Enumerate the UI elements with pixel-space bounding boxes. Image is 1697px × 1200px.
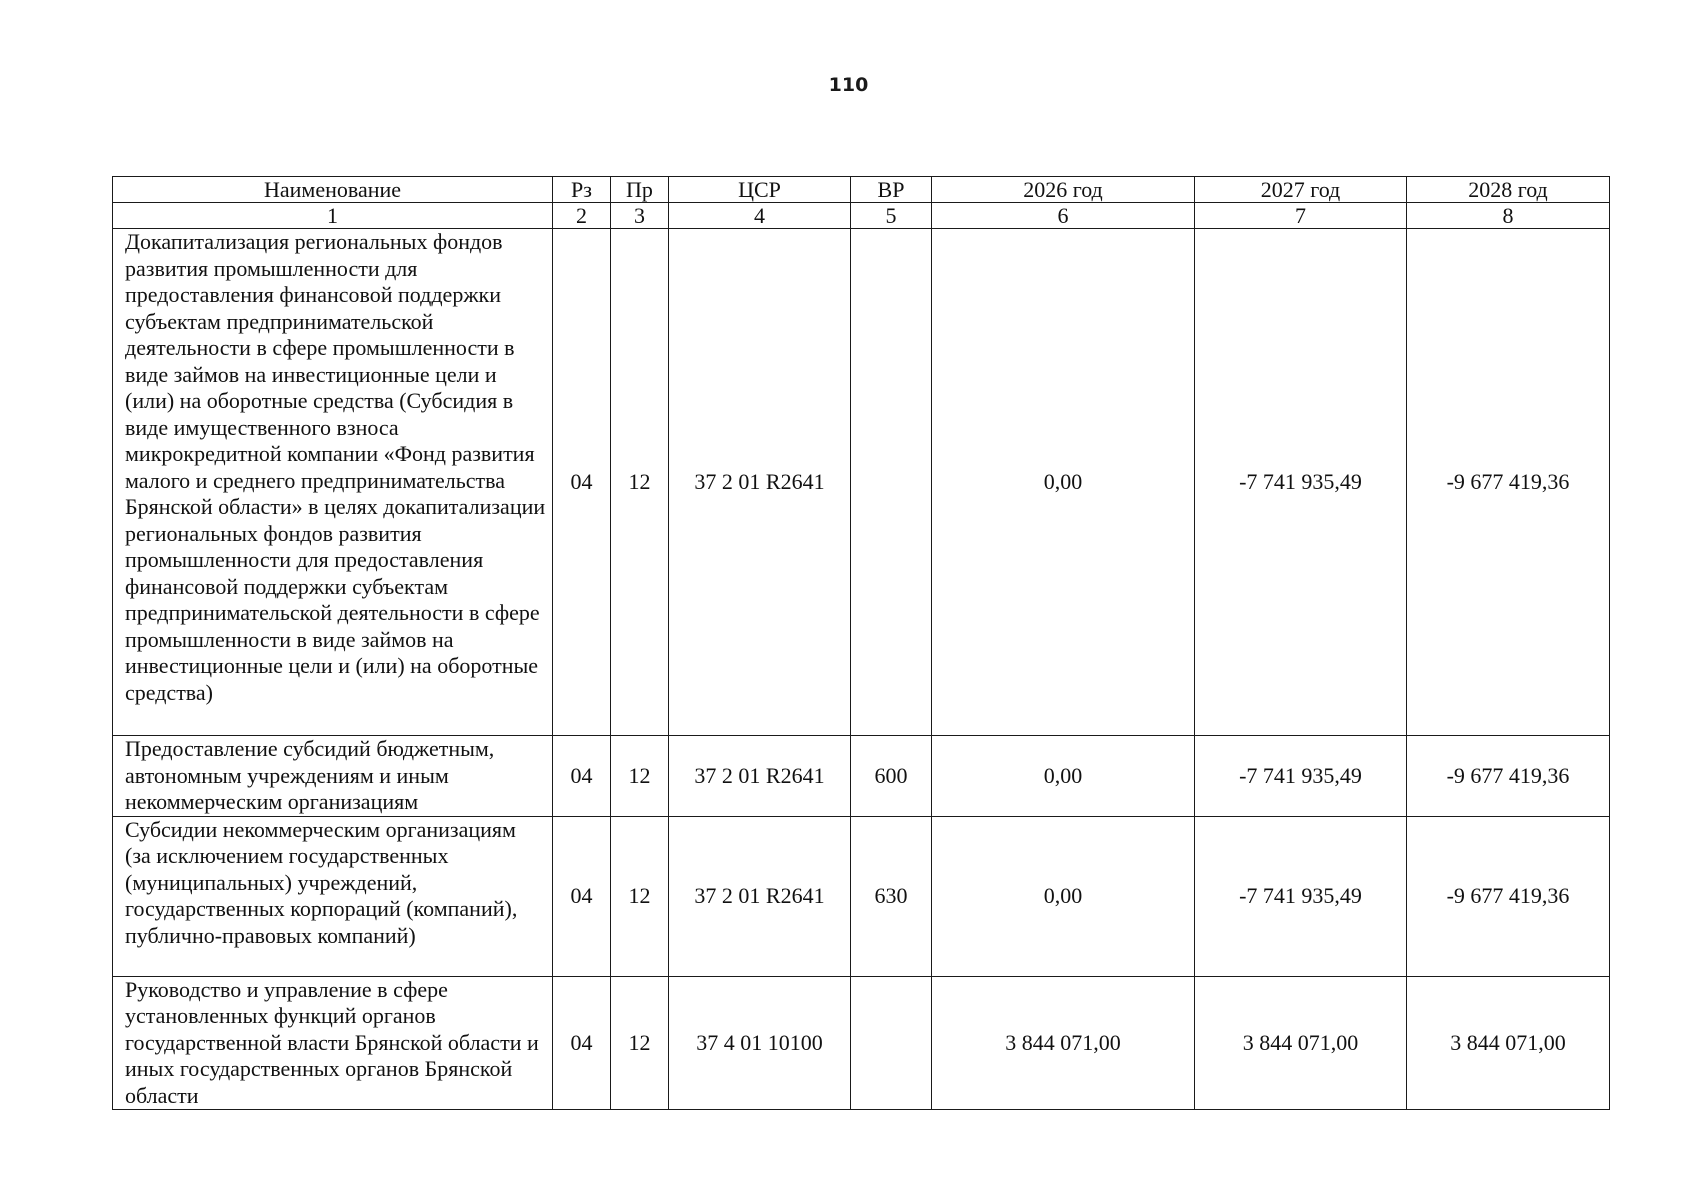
header-name: Наименование bbox=[113, 177, 553, 203]
row-2028: -9 677 419,36 bbox=[1407, 736, 1610, 817]
row-2027: -7 741 935,49 bbox=[1195, 816, 1407, 976]
column-number: 7 bbox=[1195, 203, 1407, 229]
row-name: Докапитализация региональных фондов развития промышленности для предоставления финансовой поддержки субъектам предпринимательской деятельности в сфере промышленности в виде займов на инвестиционные цели и (или) на оборотные средства (Субсидия в виде имущественного взноса микрокредитной компании «Фонд развития малого и среднего предпринимательства Брянской области» в целях докапитализации региональных фондов развития промышленности для предоставления финансовой поддержки субъектам предпринимательской деятельности в сфере промышленности в виде займов на инвестиционные цели и (или) на оборотные средства) bbox=[113, 229, 553, 736]
row-2027: 3 844 071,00 bbox=[1195, 976, 1407, 1110]
row-rz: 04 bbox=[553, 976, 611, 1110]
row-2028: 3 844 071,00 bbox=[1407, 976, 1610, 1110]
row-vr: 600 bbox=[851, 736, 932, 817]
row-rz: 04 bbox=[553, 816, 611, 976]
row-pr: 12 bbox=[611, 976, 669, 1110]
header-vr: ВР bbox=[851, 177, 932, 203]
column-number: 8 bbox=[1407, 203, 1610, 229]
row-pr: 12 bbox=[611, 736, 669, 817]
row-2026: 3 844 071,00 bbox=[932, 976, 1195, 1110]
header-pr: Пр bbox=[611, 177, 669, 203]
row-csr: 37 2 01 R2641 bbox=[669, 816, 851, 976]
column-number: 6 bbox=[932, 203, 1195, 229]
row-2026: 0,00 bbox=[932, 816, 1195, 976]
table-row bbox=[113, 976, 1610, 1110]
row-name: Субсидии некоммерческим организациям (за исключением государственных (муниципальных) учреждений, государственных корпораций (компаний), публично-правовых компаний) bbox=[113, 816, 553, 976]
row-vr: 630 bbox=[851, 816, 932, 976]
row-2026: 0,00 bbox=[932, 229, 1195, 736]
row-2026: 0,00 bbox=[932, 736, 1195, 817]
row-2028: -9 677 419,36 bbox=[1407, 816, 1610, 976]
page-number: 110 bbox=[828, 74, 869, 96]
header-2026: 2026 год bbox=[932, 177, 1195, 203]
row-2027: -7 741 935,49 bbox=[1195, 736, 1407, 817]
row-name: Руководство и управление в сфере установленных функций органов государственной власти Брянской области и иных государственных органов Брянской области bbox=[113, 976, 553, 1110]
row-2028: -9 677 419,36 bbox=[1407, 229, 1610, 736]
column-number: 5 bbox=[851, 203, 932, 229]
row-csr: 37 2 01 R2641 bbox=[669, 229, 851, 736]
column-number: 3 bbox=[611, 203, 669, 229]
row-rz: 04 bbox=[553, 736, 611, 817]
budget-table bbox=[112, 176, 1610, 1110]
row-vr bbox=[851, 976, 932, 1110]
row-csr: 37 2 01 R2641 bbox=[669, 736, 851, 817]
header-csr: ЦСР bbox=[669, 177, 851, 203]
column-number: 4 bbox=[669, 203, 851, 229]
row-name: Предоставление субсидий бюджетным, автономным учреждениям и иным некоммерческим организациям bbox=[113, 736, 553, 817]
header-row bbox=[113, 177, 1610, 203]
row-csr: 37 4 01 10100 bbox=[669, 976, 851, 1110]
header-rz: Рз bbox=[553, 177, 611, 203]
row-vr bbox=[851, 229, 932, 736]
table-row bbox=[113, 736, 1610, 817]
row-rz: 04 bbox=[553, 229, 611, 736]
header-2027: 2027 год bbox=[1195, 177, 1407, 203]
column-number: 1 bbox=[113, 203, 553, 229]
table-row bbox=[113, 229, 1610, 736]
row-2027: -7 741 935,49 bbox=[1195, 229, 1407, 736]
header-2028: 2028 год bbox=[1407, 177, 1610, 203]
table-row bbox=[113, 816, 1610, 976]
column-number: 2 bbox=[553, 203, 611, 229]
column-number-row bbox=[113, 203, 1610, 229]
row-pr: 12 bbox=[611, 229, 669, 736]
row-pr: 12 bbox=[611, 816, 669, 976]
